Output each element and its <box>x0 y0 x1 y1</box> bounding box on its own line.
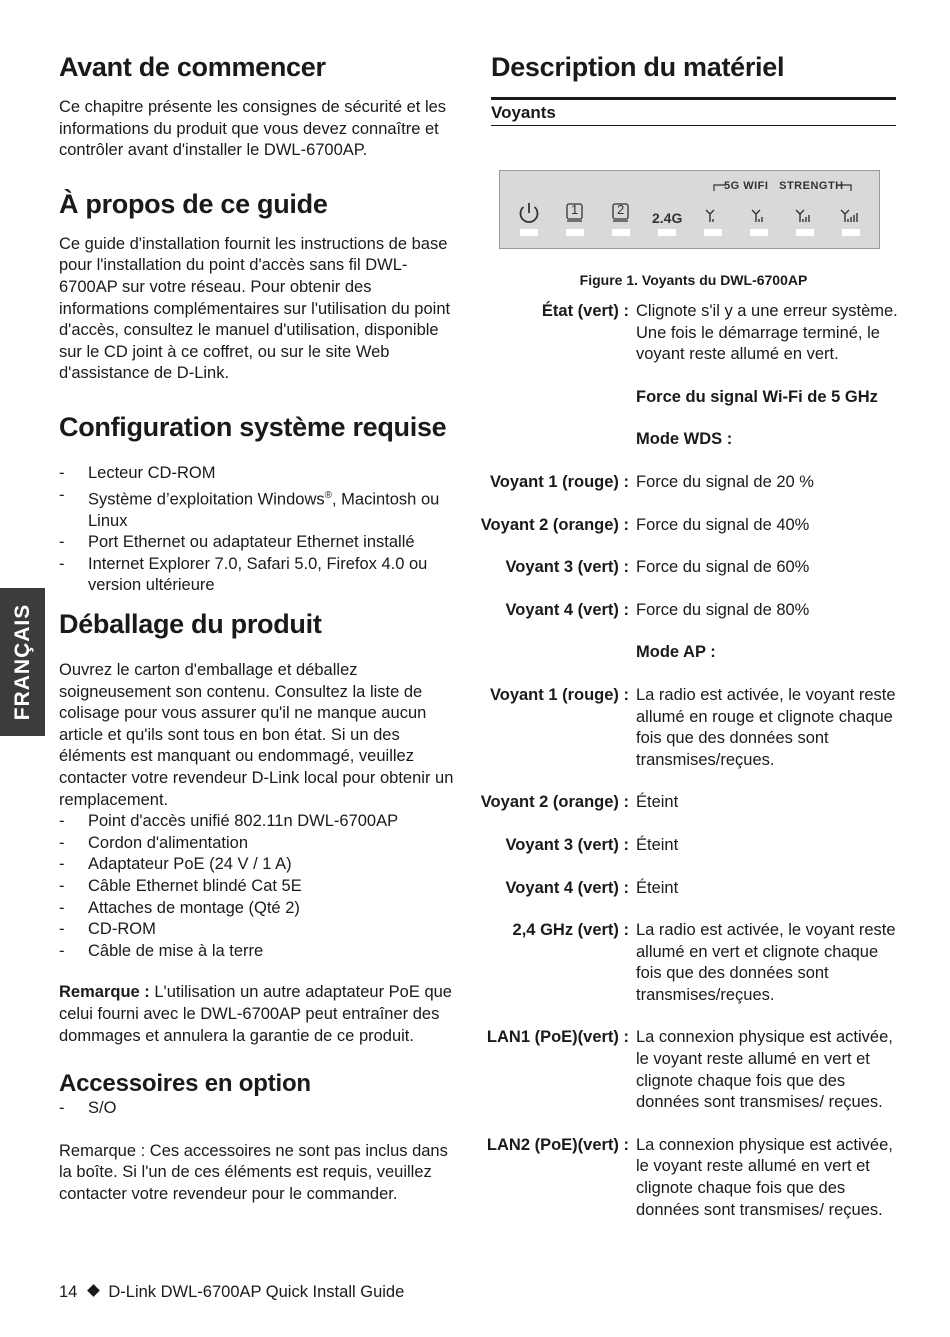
left-column <box>59 52 464 1205</box>
led1-label: 1 <box>571 202 579 217</box>
definition-value: Mode WDS : <box>636 430 733 449</box>
definition-label: Voyant 1 (rouge) : <box>489 472 629 491</box>
led-indicator <box>566 229 584 236</box>
definition-label: Voyant 2 (orange) : <box>480 793 629 812</box>
signal-icons <box>706 210 857 222</box>
right-column <box>491 52 896 126</box>
definition-value: Force du signal de 40% <box>636 515 810 534</box>
requirements-list <box>59 463 464 597</box>
definition-value: Éteint <box>636 835 679 854</box>
language-tab <box>0 588 45 736</box>
definition-row <box>470 557 900 579</box>
led-indicator <box>658 229 676 236</box>
package-contents-list <box>59 811 464 962</box>
definition-value: Force du signal de 60% <box>636 558 810 577</box>
list-item: - Lecteur CD-ROM <box>59 463 464 485</box>
list-item: - Adaptateur PoE (24 V / 1 A) <box>59 854 464 876</box>
definition-row <box>470 920 900 1006</box>
section-title-deballage: Déballage du produit <box>59 609 322 639</box>
led-indicator <box>796 229 814 236</box>
definition-label: Voyant 3 (vert) : <box>505 558 629 577</box>
section-title-config: Configuration système requise <box>59 411 447 442</box>
led-indicator <box>612 229 630 236</box>
definition-row <box>470 301 900 366</box>
power-icon <box>521 203 538 222</box>
definition-value: Force du signal de 20 % <box>636 472 814 491</box>
list-item: - Internet Explorer 7.0, Safari 5.0, Firefox 4.0 ou version ultérieure <box>59 554 464 597</box>
list-item: - S/O <box>59 1098 464 1120</box>
section-title-avant: Avant de commencer <box>59 52 326 82</box>
definition-label: 2,4 GHz (vert) : <box>512 921 629 940</box>
definition-row <box>470 515 900 537</box>
led-panel-figure <box>499 170 880 249</box>
figure-caption: Figure 1. Voyants du DWL-6700AP <box>579 272 808 288</box>
led-indicator <box>750 229 768 236</box>
definition-label: Voyant 4 (vert) : <box>505 600 629 619</box>
band-label: 2.4G <box>652 210 683 226</box>
definition-row <box>470 878 900 900</box>
bottom-rule <box>491 125 896 126</box>
definition-row <box>470 472 900 494</box>
definition-label: Voyant 1 (rouge) : <box>489 685 629 704</box>
accessories-list <box>59 1098 464 1120</box>
definition-label: Voyant 4 (vert) : <box>505 878 629 897</box>
definition-label <box>470 429 629 451</box>
definition-row <box>470 387 900 409</box>
section-text-apropos: Ce guide d'installation fournit les instructions de base pour l'installation du point d'accès sans fil DWL-6700AP sur votre réseau. Pour obtenir des informations complémentaires sur l'utilisation du point d'accès, consultez le manuel d'utilisation, disponible sur le CD joint à ce coffret, ou sur le site Web d'assistance de D-Link. <box>59 234 451 383</box>
list-item: - CD-ROM <box>59 919 464 941</box>
led2-label: 2 <box>617 202 625 217</box>
definition-value: Force du signal de 80% <box>636 600 810 619</box>
list-item: - Attaches de montage (Qté 2) <box>59 898 464 920</box>
poe-note <box>59 982 464 1047</box>
note-label: Remarque : <box>59 983 150 1002</box>
list-item: - Port Ethernet ou adaptateur Ethernet installé <box>59 532 464 554</box>
definition-label: État (vert) : <box>541 302 629 320</box>
page-footer <box>59 1283 404 1302</box>
definition-label <box>470 642 629 664</box>
definition-value: Éteint <box>636 878 679 897</box>
led-indicator <box>704 229 722 236</box>
section-title-apropos: À propos de ce guide <box>59 188 328 219</box>
definition-value: La radio est activée, le voyant reste allumé en vert et clignote chaque fois que des données sont transmises/reçues. <box>636 921 896 1004</box>
section-title-accessoires: Accessoires en option <box>59 1070 311 1098</box>
led-indicator <box>520 229 538 236</box>
subsection-voyants: Voyants <box>491 103 556 122</box>
diamond-icon <box>87 1284 100 1297</box>
definition-row <box>470 792 900 814</box>
led-indicator <box>842 229 860 236</box>
definition-row <box>470 685 900 771</box>
list-item: - Câble de mise à la terre <box>59 941 464 963</box>
definition-value: Éteint <box>636 793 679 812</box>
definition-value: Force du signal Wi-Fi de 5 GHz <box>636 387 878 406</box>
list-item: - Système d’exploitation Windows®, Macintosh ou Linux <box>59 485 464 533</box>
list-item: - Cordon d'alimentation <box>59 833 464 855</box>
definition-label: LAN2 (PoE)(vert) : <box>486 1135 629 1154</box>
definition-row <box>470 1027 900 1113</box>
list-item: - Point d'accès unifié 802.11n DWL-6700AP <box>59 811 464 833</box>
definition-row <box>470 429 900 451</box>
definition-value: La radio est activée, le voyant reste allumé en rouge et clignote chaque fois que des données sont transmises/reçues. <box>636 685 896 769</box>
definition-row <box>470 1135 900 1221</box>
definition-value: Mode AP : <box>636 643 716 662</box>
section-text-deballage: Ouvrez le carton d'emballage et déballez soigneusement son contenu. Consultez la liste de colisage pour vous assurer qu'il ne manque aucun article et qu'ils sont tous en bon état. Si un des éléments est manquant ou endommagé, veuillez contacter votre revendeur D-Link local pour obtenir un remplacement. <box>59 661 454 809</box>
definition-label: Voyant 2 (orange) : <box>480 515 629 534</box>
led-definitions <box>470 301 900 1221</box>
language-tab-label: FRANÇAIS <box>10 603 34 721</box>
definition-row <box>470 835 900 857</box>
note-text: L'utilisation un autre adaptateur PoE que celui fourni avec le DWL-6700AP peut entraîner des dommages et annulera la garantie de ce produit. <box>59 983 452 1045</box>
bracket-label: 5G WIFI STRENGTH <box>724 180 844 192</box>
section-text-avant: Ce chapitre présente les consignes de sécurité et les informations du produit que vous devez connaître et contrôler avant d'installer le DWL-6700AP. <box>59 98 447 160</box>
definition-value: La connexion physique est activée, le voyant reste allumé en vert et clignote chaque fois que des données sont transmises/ reçues. <box>636 1028 893 1112</box>
definition-label <box>470 387 629 409</box>
accessories-note: Remarque : Ces accessoires ne sont pas inclus dans la boîte. Si l'un de ces éléments est requis, veuillez contacter votre revendeur pour le commander. <box>59 1141 448 1203</box>
definition-value: La connexion physique est activée, le voyant reste allumé en vert et clignote chaque fois que des données sont transmises/ reçues. <box>636 1135 893 1219</box>
list-item: - Câble Ethernet blindé Cat 5E <box>59 876 464 898</box>
footer-text: D-Link DWL-6700AP Quick Install Guide <box>108 1283 405 1301</box>
definition-label: Voyant 3 (vert) : <box>505 835 629 854</box>
definition-label: LAN1 (PoE)(vert) : <box>486 1028 629 1047</box>
definition-value: Clignote s'il y a une erreur système. Une fois le démarrage terminé, le voyant reste allumé en vert. <box>636 302 898 364</box>
definition-row <box>470 600 900 622</box>
page-number: 14 <box>59 1283 78 1301</box>
definition-row <box>470 642 900 664</box>
section-title-materiel: Description du matériel <box>491 52 785 82</box>
